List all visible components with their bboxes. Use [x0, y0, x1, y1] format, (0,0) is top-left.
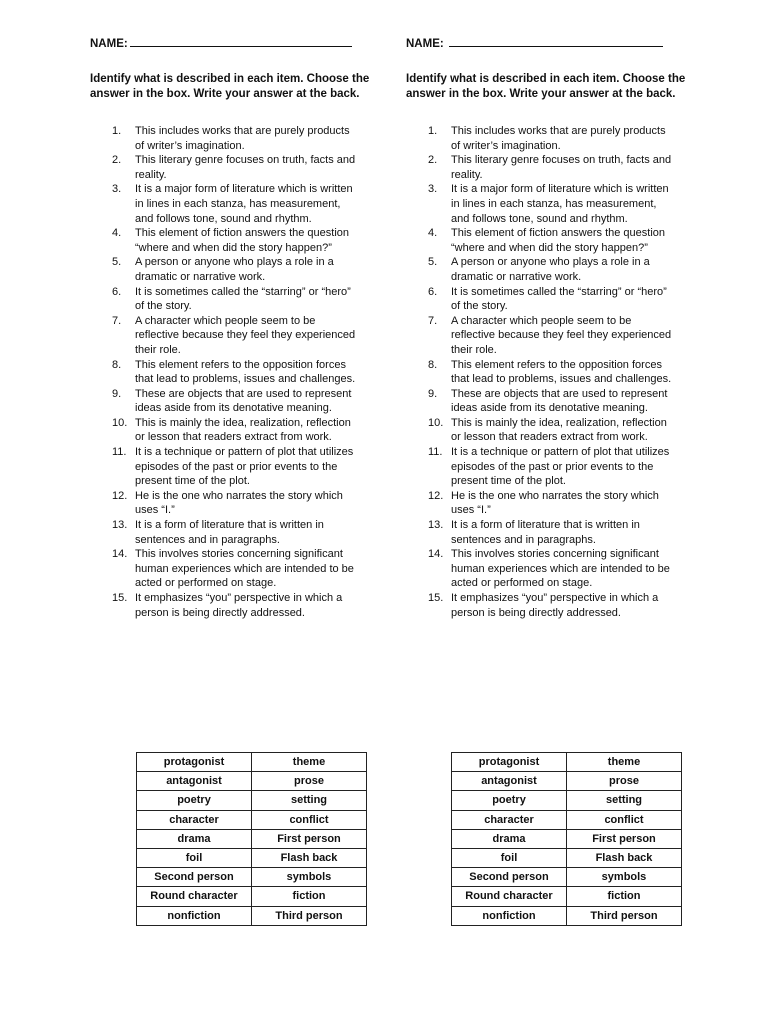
- question-number: 10.: [112, 416, 128, 429]
- answer-choice: prose: [252, 772, 367, 791]
- question-number: 4.: [112, 227, 122, 240]
- question-item: [90, 226, 361, 255]
- question-item: [90, 387, 361, 416]
- question-text: It is a technique or pattern of plot that utilizes episodes of the past or prior events to the present time of the plot.: [451, 446, 670, 488]
- instructions: Identify what is described in each item. Choose the answer in the box. Write your answer at the back.: [90, 73, 370, 100]
- answer-choice: fiction: [252, 887, 367, 906]
- question-number: 7.: [428, 314, 438, 327]
- question-text: This element refers to the opposition forces that lead to problems, issues and challenges.: [451, 358, 672, 386]
- question-text: This element of fiction answers the question “where and when did the story happen?”: [451, 227, 666, 254]
- question-text: This literary genre focuses on truth, facts and reality.: [451, 154, 672, 181]
- answer-row: [452, 868, 682, 887]
- question-text: This involves stories concerning significant human experiences which are intended to be acted or performed on stage.: [135, 548, 354, 590]
- answer-choice: symbols: [567, 868, 682, 887]
- answer-row: [452, 753, 682, 772]
- question-item: [90, 124, 361, 153]
- question-text: This literary genre focuses on truth, facts and reality.: [135, 154, 356, 181]
- question-text: This includes works that are purely products of writer’s imagination.: [451, 125, 666, 152]
- question-item: [406, 358, 677, 387]
- question-number: 5.: [428, 256, 438, 269]
- question-item: [90, 591, 361, 620]
- name-blank: [449, 36, 663, 47]
- question-item: [406, 518, 677, 547]
- question-number: 2.: [112, 154, 122, 167]
- answer-row: [452, 848, 682, 867]
- question-number: 14.: [428, 548, 444, 561]
- question-item: [90, 489, 361, 518]
- question-item: [90, 445, 361, 489]
- question-item: [90, 518, 361, 547]
- answer-choice: conflict: [252, 810, 367, 829]
- question-number: 11.: [112, 446, 127, 459]
- question-item: [406, 153, 677, 182]
- question-item: [90, 547, 361, 591]
- question-number: 5.: [112, 256, 122, 269]
- question-item: [90, 153, 361, 182]
- answer-choice: character: [137, 810, 252, 829]
- question-text: He is the one who narrates the story which uses “I.”: [135, 489, 343, 517]
- question-text: It emphasizes “you” perspective in which a person is being directly addressed.: [451, 592, 659, 619]
- question-text: He is the one who narrates the story which uses “I.”: [451, 489, 659, 517]
- question-text: This is mainly the idea, realization, reflection or lesson that readers extract from work.: [135, 416, 351, 444]
- question-item: [406, 226, 677, 255]
- answer-choice: poetry: [452, 791, 567, 810]
- question-number: 2.: [428, 154, 438, 167]
- question-item: [406, 182, 677, 226]
- question-number: 6.: [112, 285, 122, 298]
- answer-row: [452, 906, 682, 925]
- question-item: [90, 285, 361, 314]
- name-label: NAME:: [90, 38, 128, 50]
- name-blank: [130, 36, 352, 47]
- question-text: It is a technique or pattern of plot that utilizes episodes of the past or prior events to the present time of the plot.: [135, 446, 354, 488]
- question-item: [90, 314, 361, 358]
- answer-choice: foil: [137, 848, 252, 867]
- question-number: 3.: [428, 183, 438, 196]
- question-text: This involves stories concerning significant human experiences which are intended to be acted or performed on stage.: [451, 548, 670, 590]
- answer-choice: fiction: [567, 887, 682, 906]
- answer-row: [137, 810, 367, 829]
- question-number: 12.: [112, 489, 128, 502]
- question-number: 15.: [112, 592, 128, 604]
- question-text: A person or anyone who plays a role in a dramatic or narrative work.: [135, 256, 334, 283]
- question-text: It is sometimes called the “starring” or “hero” of the story.: [135, 285, 351, 313]
- answer-choice: First person: [567, 829, 682, 848]
- answer-row: [452, 810, 682, 829]
- answer-row: [137, 868, 367, 887]
- items-list: [406, 124, 696, 620]
- question-text: These are objects that are used to represent ideas aside from its denotative meaning.: [451, 387, 668, 415]
- answer-choice: Flash back: [567, 848, 682, 867]
- question-number: 1.: [428, 125, 438, 137]
- question-text: A character which people seem to be reflective because they feel they experienced their role.: [451, 314, 672, 356]
- question-text: It is a form of literature that is written in sentences and in paragraphs.: [135, 519, 324, 546]
- question-text: This element refers to the opposition forces that lead to problems, issues and challenges.: [135, 358, 356, 386]
- question-item: [406, 124, 677, 153]
- answer-row: [137, 887, 367, 906]
- question-item: [90, 255, 361, 284]
- answer-choice: character: [452, 810, 567, 829]
- question-number: 13.: [112, 519, 128, 532]
- question-number: 9.: [428, 387, 438, 400]
- answer-choice: antagonist: [452, 772, 567, 791]
- question-number: 9.: [112, 387, 122, 400]
- answer-choice: conflict: [567, 810, 682, 829]
- answer-row: [137, 848, 367, 867]
- question-number: 6.: [428, 285, 438, 298]
- question-text: It is a form of literature that is written in sentences and in paragraphs.: [451, 519, 640, 546]
- answer-choice: prose: [567, 772, 682, 791]
- answer-choice: symbols: [252, 868, 367, 887]
- question-number: 13.: [428, 519, 444, 532]
- answer-choice: antagonist: [137, 772, 252, 791]
- question-number: 4.: [428, 227, 438, 240]
- question-item: [406, 255, 677, 284]
- question-item: [406, 314, 677, 358]
- items-list: [90, 124, 380, 620]
- answer-choice: foil: [452, 848, 567, 867]
- question-text: These are objects that are used to represent ideas aside from its denotative meaning.: [135, 387, 352, 415]
- answer-choice: poetry: [137, 791, 252, 810]
- answer-row: [452, 829, 682, 848]
- question-number: 8.: [112, 358, 122, 371]
- answer-row: [137, 753, 367, 772]
- answer-choice: protagonist: [452, 753, 567, 772]
- name-label: NAME:: [406, 38, 444, 50]
- question-number: 11.: [428, 446, 443, 459]
- answer-row: [137, 772, 367, 791]
- answer-choice: Third person: [252, 906, 367, 925]
- answer-row: [137, 791, 367, 810]
- instructions: Identify what is described in each item. Choose the answer in the box. Write your answer at the back.: [406, 73, 686, 100]
- answer-box: [136, 752, 367, 926]
- answer-choice: First person: [252, 829, 367, 848]
- answer-choice: drama: [452, 829, 567, 848]
- answer-choice: nonfiction: [137, 906, 252, 925]
- question-item: [90, 416, 361, 445]
- question-item: [90, 358, 361, 387]
- answer-choice: Second person: [137, 868, 252, 887]
- answer-row: [452, 887, 682, 906]
- question-text: This is mainly the idea, realization, reflection or lesson that readers extract from work.: [451, 416, 667, 444]
- question-text: This element of fiction answers the question “where and when did the story happen?”: [135, 227, 350, 254]
- question-number: 15.: [428, 592, 444, 604]
- question-text: A character which people seem to be reflective because they feel they experienced their role.: [135, 314, 356, 356]
- answer-choice: Round character: [137, 887, 252, 906]
- question-item: [90, 182, 361, 226]
- answer-row: [452, 772, 682, 791]
- answer-choice: theme: [252, 753, 367, 772]
- name-field: [90, 36, 352, 50]
- question-number: 7.: [112, 314, 122, 327]
- answer-box: [451, 752, 682, 926]
- question-text: This includes works that are purely products of writer’s imagination.: [135, 125, 350, 152]
- answer-choice: drama: [137, 829, 252, 848]
- answer-row: [137, 829, 367, 848]
- answer-choice: Round character: [452, 887, 567, 906]
- answer-choice: protagonist: [137, 753, 252, 772]
- question-number: 14.: [112, 548, 128, 561]
- question-number: 8.: [428, 358, 438, 371]
- answer-choice: nonfiction: [452, 906, 567, 925]
- question-number: 3.: [112, 183, 122, 196]
- question-number: 10.: [428, 416, 444, 429]
- answer-choice: Second person: [452, 868, 567, 887]
- question-text: It is a major form of literature which is written in lines in each stanza, has measurement, and follows tone, sound and rhythm.: [451, 183, 669, 225]
- answer-choice: Third person: [567, 906, 682, 925]
- question-item: [406, 416, 677, 445]
- answer-choice: setting: [252, 791, 367, 810]
- question-text: It is sometimes called the “starring” or “hero” of the story.: [451, 285, 667, 313]
- answer-row: [137, 906, 367, 925]
- question-item: [406, 387, 677, 416]
- question-item: [406, 547, 677, 591]
- question-text: A person or anyone who plays a role in a dramatic or narrative work.: [451, 256, 650, 283]
- question-item: [406, 285, 677, 314]
- question-item: [406, 489, 677, 518]
- question-text: It is a major form of literature which is written in lines in each stanza, has measurement, and follows tone, sound and rhythm.: [135, 183, 353, 225]
- answer-choice: theme: [567, 753, 682, 772]
- question-number: 12.: [428, 489, 444, 502]
- answer-row: [452, 791, 682, 810]
- question-item: [406, 591, 677, 620]
- question-item: [406, 445, 677, 489]
- answer-choice: setting: [567, 791, 682, 810]
- name-field: [406, 36, 663, 50]
- answer-choice: Flash back: [252, 848, 367, 867]
- question-text: It emphasizes “you” perspective in which a person is being directly addressed.: [135, 592, 343, 619]
- question-number: 1.: [112, 125, 122, 137]
